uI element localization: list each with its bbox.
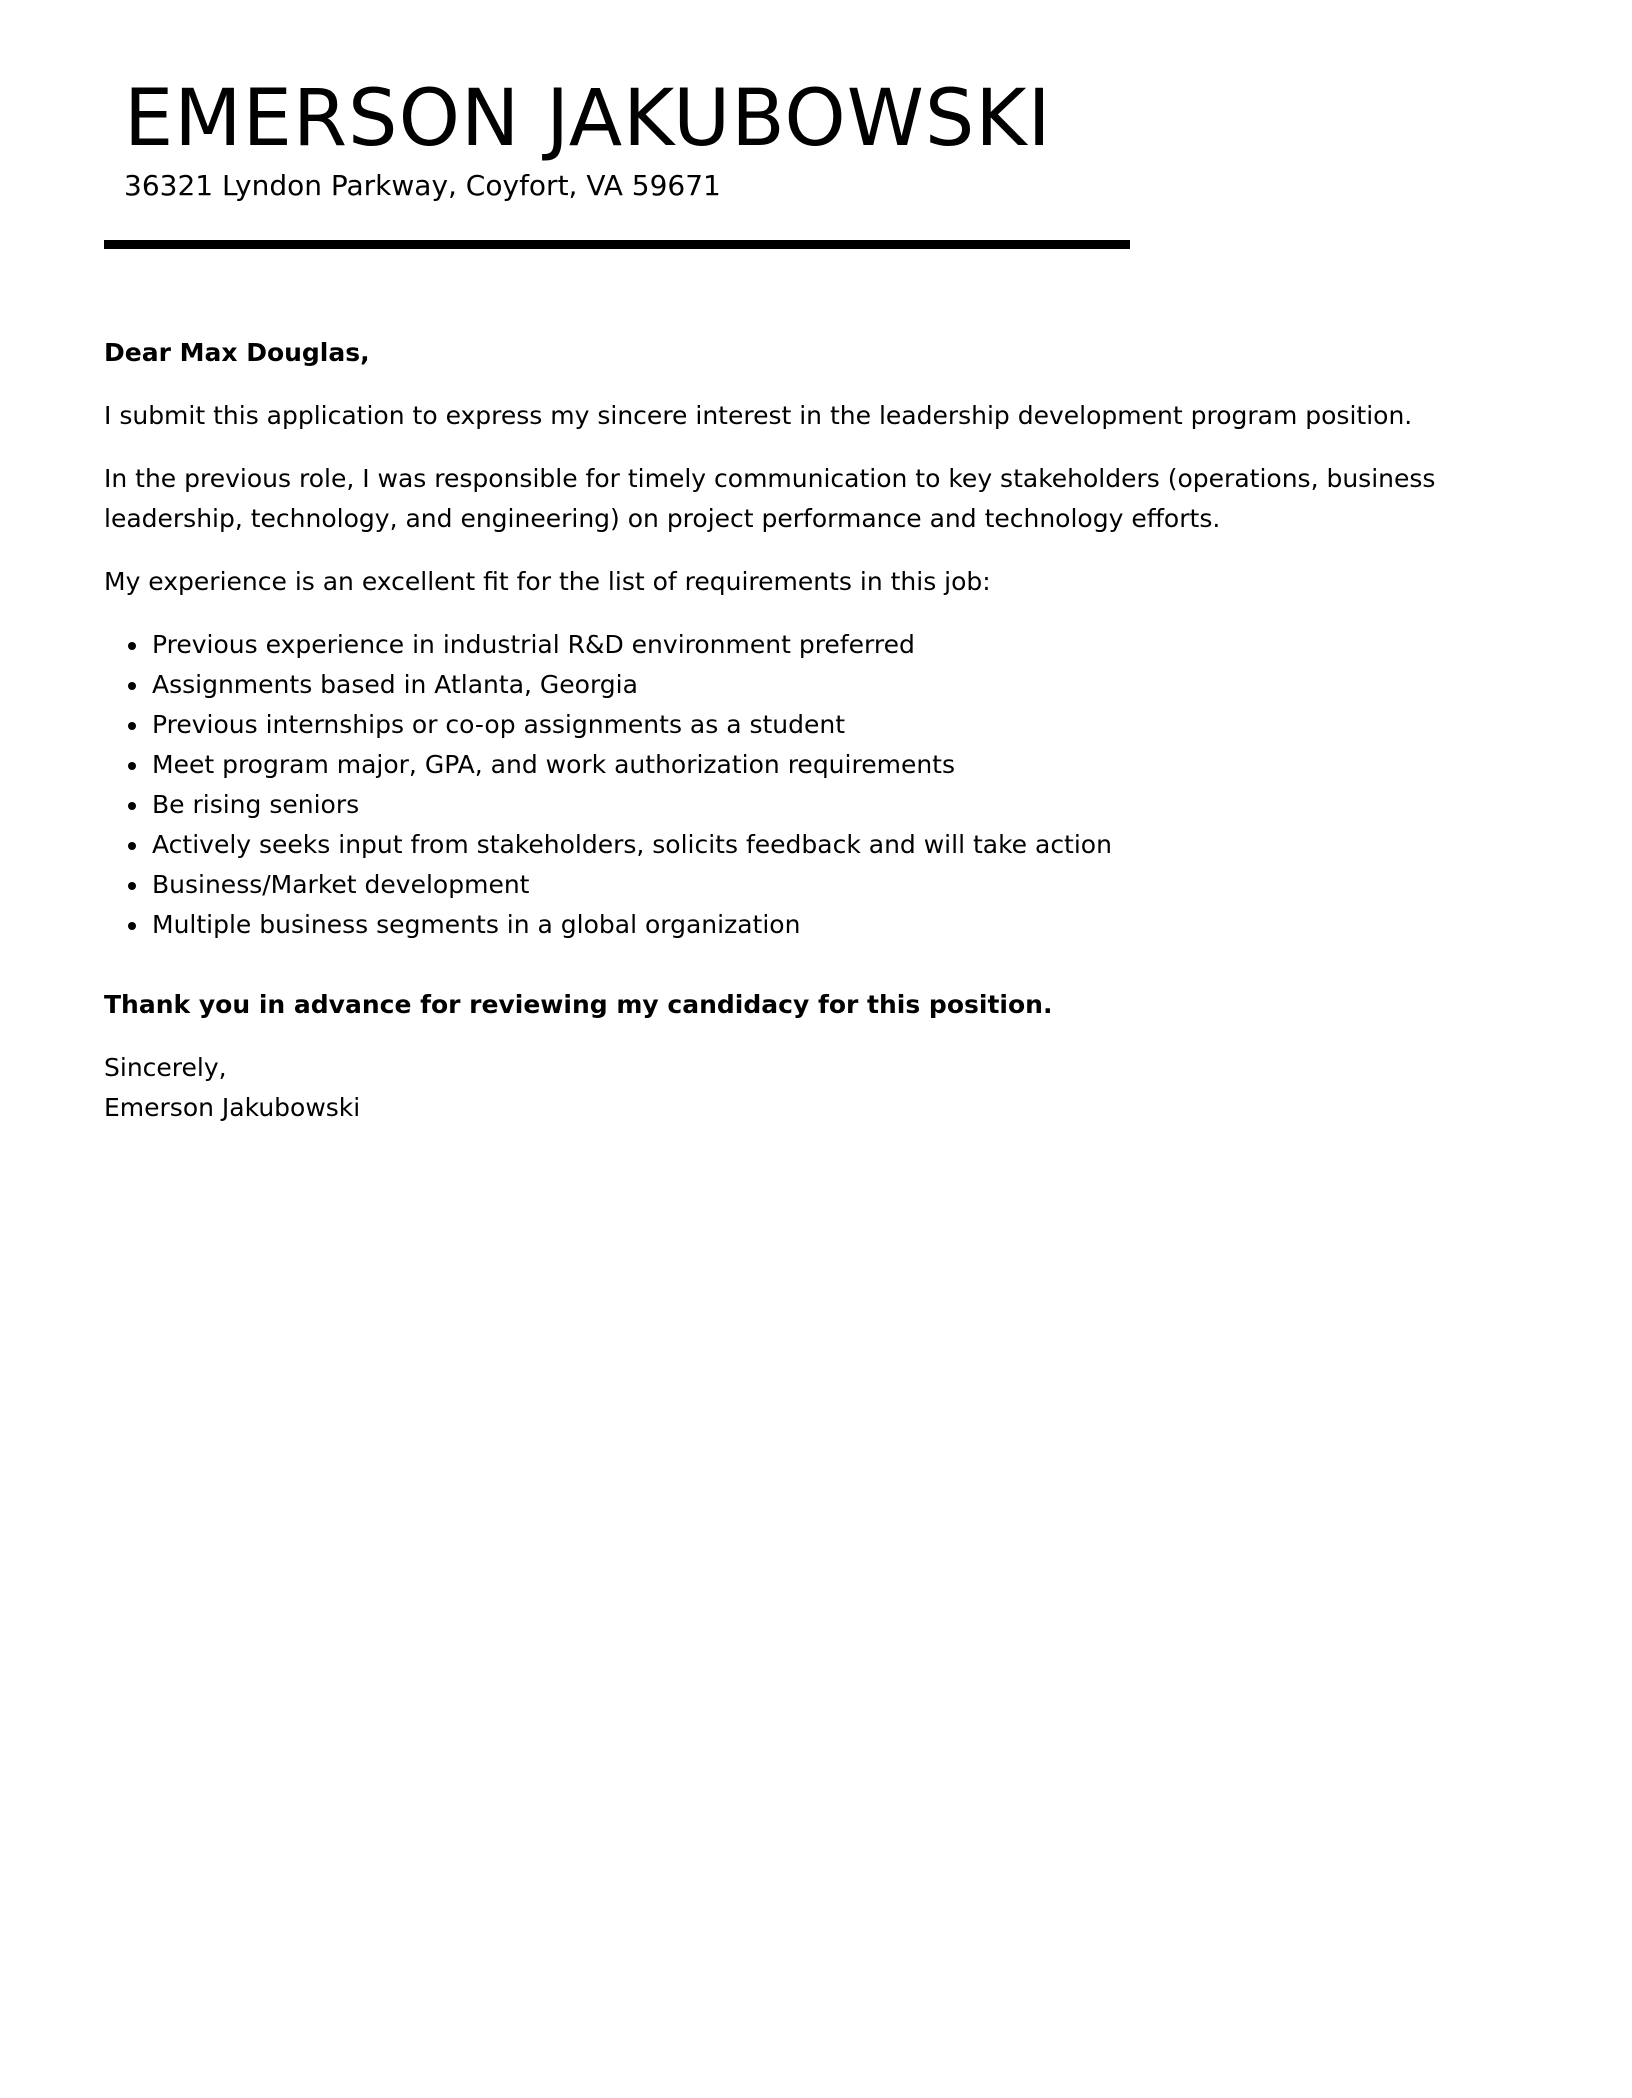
list-item: Actively seeks input from stakeholders, solicits feedback and will take action: [152, 825, 1524, 865]
requirements-list: [104, 625, 1524, 945]
signature-name: Emerson Jakubowski: [104, 1093, 361, 1122]
intro-paragraph: I submit this application to express my sincere interest in the leadership development program position.: [104, 401, 1413, 430]
experience-paragraph: In the previous role, I was responsible for timely communication to key stakeholders (operations, business leadership, technology, and engineering) on project performance and technology efforts.: [104, 464, 1436, 533]
list-item: Business/Market development: [152, 865, 1524, 905]
list-item: Previous experience in industrial R&D environment preferred: [152, 625, 1524, 665]
applicant-name: EMERSON JAKUBOWSKI: [124, 74, 1052, 164]
applicant-address: 36321 Lyndon Parkway, Coyfort, VA 59671: [124, 169, 721, 202]
greeting: Dear Max Douglas,: [104, 338, 370, 367]
header-divider: [104, 240, 1130, 249]
list-item: Multiple business segments in a global organization: [152, 905, 1524, 945]
letter-header: [124, 72, 1052, 204]
thank-you-line: Thank you in advance for reviewing my candidacy for this position.: [104, 990, 1053, 1019]
closing: Sincerely,: [104, 1053, 227, 1082]
list-item: Meet program major, GPA, and work authorization requirements: [152, 745, 1524, 785]
requirements-intro: My experience is an excellent fit for the list of requirements in this job:: [104, 567, 991, 596]
list-item: Be rising seniors: [152, 785, 1524, 825]
list-item: Assignments based in Atlanta, Georgia: [152, 665, 1524, 705]
letter-body: [104, 333, 1524, 1128]
list-item: Previous internships or co-op assignments as a student: [152, 705, 1524, 745]
